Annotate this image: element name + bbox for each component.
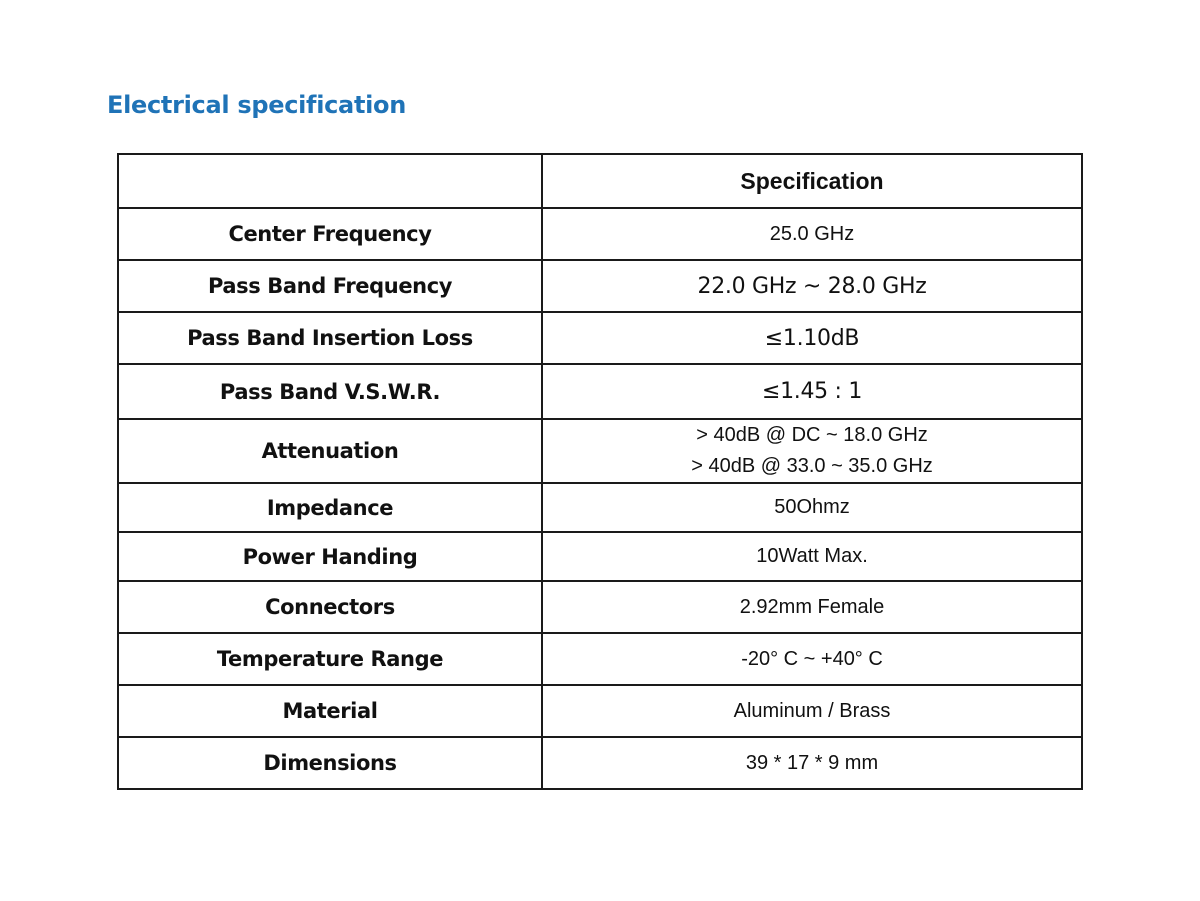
table-row: [118, 581, 1082, 633]
table-row: [118, 208, 1082, 260]
value-pass-band-frequency: 22.0 GHz ~ 28.0 GHz: [542, 260, 1082, 312]
attenuation-line-2: > 40dB @ 33.0 ~ 35.0 GHz: [691, 455, 933, 477]
param-attenuation: Attenuation: [118, 419, 542, 483]
param-center-frequency: Center Frequency: [118, 208, 542, 260]
param-impedance: Impedance: [118, 483, 542, 532]
value-connectors: 2.92mm Female: [542, 581, 1082, 633]
table-row: [118, 633, 1082, 685]
table-row: [118, 312, 1082, 364]
table-row: [118, 364, 1082, 419]
param-dimensions: Dimensions: [118, 737, 542, 789]
attenuation-line-1: > 40dB @ DC ~ 18.0 GHz: [696, 424, 928, 446]
param-insertion-loss: Pass Band Insertion Loss: [118, 312, 542, 364]
spec-table: [117, 153, 1083, 790]
table-row: [118, 532, 1082, 581]
table-row: [118, 685, 1082, 737]
value-attenuation: [542, 419, 1082, 483]
page-heading: Electrical specification: [107, 91, 407, 119]
table-row: [118, 737, 1082, 789]
param-connectors: Connectors: [118, 581, 542, 633]
param-temperature-range: Temperature Range: [118, 633, 542, 685]
param-pass-band-frequency: Pass Band Frequency: [118, 260, 542, 312]
param-vswr: Pass Band V.S.W.R.: [118, 364, 542, 419]
value-material: Aluminum / Brass: [542, 685, 1082, 737]
table-row: [118, 419, 1082, 483]
table-row: [118, 483, 1082, 532]
value-center-frequency: 25.0 GHz: [542, 208, 1082, 260]
value-insertion-loss: ≤1.10dB: [542, 312, 1082, 364]
value-vswr: ≤1.45 : 1: [542, 364, 1082, 419]
value-power-handing: 10Watt Max.: [542, 532, 1082, 581]
value-temperature-range: -20° C ~ +40° C: [542, 633, 1082, 685]
table-row: [118, 260, 1082, 312]
value-impedance: 50Ohmz: [542, 483, 1082, 532]
param-power-handing: Power Handing: [118, 532, 542, 581]
header-specification: Specification: [542, 154, 1082, 208]
value-dimensions: 39 * 17 * 9 mm: [542, 737, 1082, 789]
table-header-row: [118, 154, 1082, 208]
header-blank-cell: [118, 154, 542, 208]
param-material: Material: [118, 685, 542, 737]
